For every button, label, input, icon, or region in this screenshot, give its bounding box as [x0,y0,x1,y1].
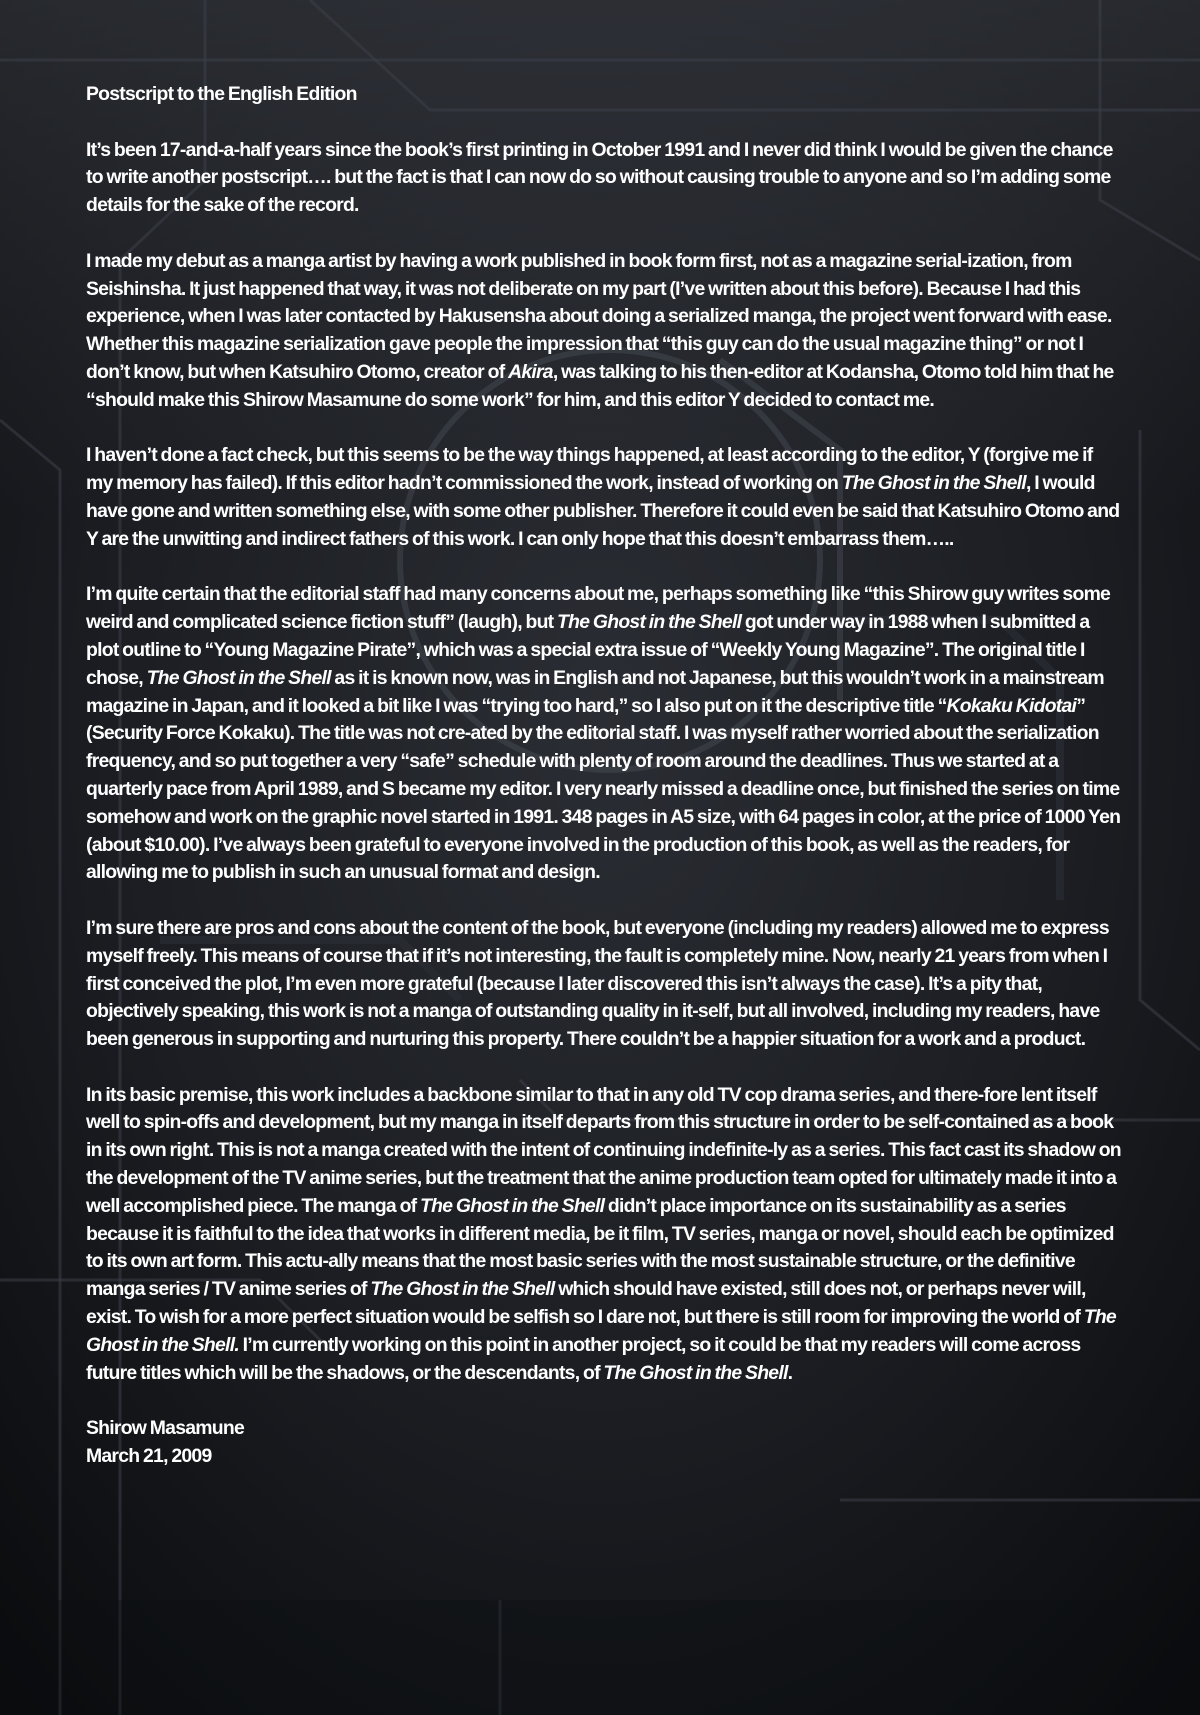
paragraph-text: I haven’t done a fact check, but this seems to be the way things happened, at least according to the editor, Y (forgive me if my memory has failed). If this editor hadn’t commissioned the work, instead of working on [86,444,1093,495]
postscript-body [86,137,1121,1388]
paragraph-text: I’m quite certain that the editorial staff had many concerns about me, perhaps something like “this Shirow guy writes some weird and complicated science fiction stuff” (laugh), but [86,583,1111,634]
italic-title: The Ghost in the Shell [370,1278,555,1301]
paragraph-text: It’s been 17-and-a-half years since the book’s first printing in October 1991 and I never did think I would be given the chance to write another postscript…. but the fact is that I can now do so without causing trouble to anyone and so I’m adding some details for the sake of the record. [86,138,1113,217]
postscript-page [86,81,1121,1471]
paragraph-text: I made my debut as a manga artist by having a work published in book form first, not as a magazine serial-ization, from Seishinsha. It just happened that way, it was not deliberate on my part (I’ve written about this before). Because I had this experience, when I was later contacted by Hakusensha about doing a serialized manga, the project went forward with ease. Whether this magazine serialization gave people the impression that “this guy can do the usual magazine thing” or not I don’t know, but when Katsuhiro Otomo, creator of [86,249,1112,383]
italic-title: The Ghost in the Shell [146,666,331,689]
paragraph-text: . [787,1361,793,1384]
paragraph [86,442,1121,553]
paragraph-text: In its basic premise, this work includes a backbone similar to that in any old TV cop drama series, and there-fore lent itself well to spin-offs and development, but my manga in itself departs from this structure in order to be self-contained as a book in its own right. This is not a manga created with the intent of continuing indefinite-ly as a series. This fact cast its shadow on the development of the TV anime series, but the treatment that the anime production team opted for ultimately made it into a well accomplished piece. The manga of [86,1083,1121,1217]
italic-title: The Ghost in the Shell [841,472,1026,495]
paragraph-text: as it is known now, was in English and not Japanese, but this wouldn’t work in a mainstream magazine in Japan, and it looked a bit like I was “trying too hard,” so I also put on it the descriptive title “ [86,666,1104,717]
signature-date: March 21, 2009 [86,1445,212,1468]
italic-title: The Ghost in the Shell [557,611,742,634]
paragraph-text: , was talking to his then-editor at Kodansha, Otomo told him that he “should make this Shirow Masamune do some work” for him, and this editor Y decided to contact me. [86,360,1114,411]
paragraph [86,1082,1121,1388]
paragraph-text: I’m currently working on this point in another project, so it could be that my readers will come across future titles which will be the shadows, or the descendants, of [86,1333,1081,1384]
signature-block [86,1415,1121,1471]
italic-title: The Ghost in the Shell [603,1361,788,1384]
paragraph-text: which should have existed, still does not, or perhaps never will, exist. To wish for a more perfect situation would be selfish so I dare not, but there is still room for improving the world of [86,1278,1086,1329]
paragraph-text: didn’t place importance on its sustainability as a series because it is faithful to the idea that works in different media, be it film, TV series, manga or novel, should each be optimized to its own art form. This actu-ally means that the most basic series with the most sustainable structure, or the definitive manga series / TV anime series of [86,1194,1114,1301]
paragraph [86,248,1121,415]
italic-title: Kokaku Kidotai [946,694,1077,717]
paragraph-text: , I would have gone and written something else, with some other publisher. Therefore it could even be said that Katsuhiro Otomo and Y are the unwitting and indirect fathers of this work. I can only hope that this doesn’t embarrass them….. [86,472,1120,550]
paragraph [86,915,1121,1054]
paragraph [86,137,1121,220]
postscript-title: Postscript to the English Edition [86,83,357,105]
paragraph-text: I’m sure there are pros and cons about the content of the book, but everyone (including my readers) allowed me to express myself freely. This means of course that if it’s not interesting, the fault is completely mine. Now, nearly 21 years from when I first conceived the plot, I’m even more grateful (because I later discovered this isn’t always the case). It’s a pity that, objectively speaking, this work is not a manga of outstanding quality in it-self, but all involved, including my readers, have been generous in supporting and nurturing this property. There couldn’t be a happier situation for a work and a product. [86,916,1109,1051]
paragraph [86,581,1121,887]
italic-title: The Ghost in the Shell [420,1194,605,1217]
paragraph-text: ” (Security Force Kokaku). The title was not cre-ated by the editorial staff. I was myself rather worried about the serialization frequency, and so put together a very “safe” schedule with plenty of room around the deadlines. Thus we started at a quarterly pace from April 1989, and S became my editor. I very nearly missed a deadline once, but finished the series on time somehow and work on the graphic novel started in 1991. 348 pages in A5 size, with 64 pages in color, at the price of 1000 Yen (about $10.00). I’ve always been grateful to everyone involved in the production of this book, as well as the readers, for allowing me to publish in such an unusual format and design. [86,694,1121,884]
italic-title: The Ghost in the Shell. [86,1306,1116,1356]
italic-title: Akira [508,360,553,383]
paragraph-text: got under way in 1988 when I submitted a plot outline to “Young Magazine Pirate”, which was a special extra issue of “Weekly Young Magazine”. The original title I chose, [86,611,1090,689]
author-name: Shirow Masamune [86,1417,244,1440]
